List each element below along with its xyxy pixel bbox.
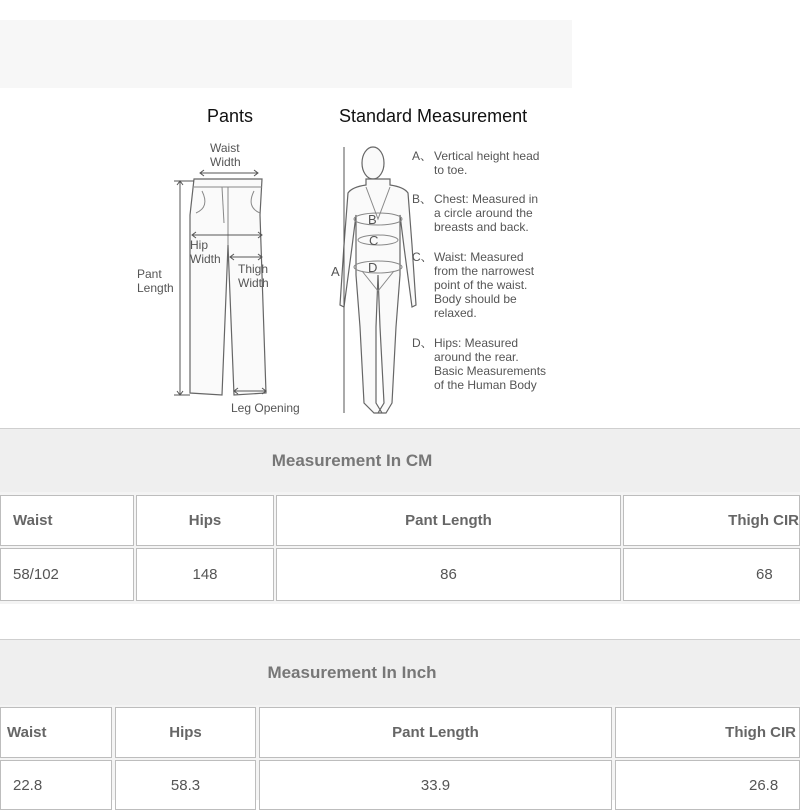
cm-header-thigh-cir-text: Thigh CIR [728, 512, 799, 529]
inch-value-hips: 58.3 [115, 760, 256, 810]
marker-c: C [369, 233, 379, 248]
note-c-line-3: point of the waist. [434, 278, 528, 292]
standard-measurement-title: Standard Measurement [339, 106, 528, 126]
note-d-key: D、 [412, 336, 433, 350]
cm-value-thigh-cir: 68 [623, 548, 800, 601]
pants-title: Pants [207, 106, 254, 126]
note-a-line-2: to toe. [434, 163, 468, 177]
note-c-line-5: relaxed. [434, 306, 477, 320]
note-d-line-2: around the rear. [434, 350, 519, 364]
note-c-key: C、 [412, 250, 433, 264]
note-c [412, 250, 535, 320]
size-guide-figure [130, 95, 570, 425]
note-d [412, 336, 546, 392]
waist-arrow [200, 170, 258, 176]
note-b [412, 192, 538, 234]
note-a-line-1: Vertical height head [434, 149, 540, 163]
pant-length-label-2: Length [137, 281, 174, 295]
cm-header-pant-length: Pant Length [276, 495, 621, 546]
thigh-width-label-2: Width [238, 276, 269, 290]
cm-header-thigh-cir [623, 495, 800, 546]
cm-value-waist: 58/102 [0, 548, 134, 601]
inch-header-waist: Waist [0, 707, 112, 758]
inch-value-thigh-cir: 26.8 [615, 760, 800, 810]
top-banner [0, 20, 572, 88]
cm-header-hips: Hips [136, 495, 274, 546]
inch-header-thigh-cir [615, 707, 800, 758]
human-body-figure [340, 147, 416, 413]
cm-header-waist: Waist [0, 495, 134, 546]
cm-value-hips: 148 [136, 548, 274, 601]
cm-table-title: Measurement In CM [271, 451, 433, 470]
waist-width-label-2: Width [210, 155, 241, 169]
note-b-line-3: breasts and back. [434, 220, 529, 234]
thigh-width-label-1: Thigh [238, 262, 269, 276]
marker-a: A [331, 264, 340, 279]
note-a [412, 149, 539, 177]
cm-value-pant-length: 86 [276, 548, 621, 601]
note-c-line-2: from the narrowest [434, 264, 535, 278]
marker-d: D [368, 260, 378, 275]
note-a-key: A、 [412, 149, 433, 163]
note-b-line-1: Chest: Measured in [434, 192, 539, 206]
hip-width-label-2: Width [190, 252, 221, 266]
note-d-line-3: Basic Measurements [434, 364, 547, 378]
inch-header-pant-length: Pant Length [259, 707, 612, 758]
inch-table-title: Measurement In Inch [267, 663, 437, 682]
waist-width-label-1: Waist [210, 141, 240, 155]
inch-header-hips: Hips [115, 707, 256, 758]
note-c-line-4: Body should be [434, 292, 517, 306]
hip-width-label-1: Hip [190, 238, 209, 252]
inch-value-pant-length: 33.9 [259, 760, 612, 810]
leg-opening-label: Leg Opening [231, 401, 300, 415]
inch-table-title-bar [0, 639, 800, 707]
note-d-line-4: of the Human Body [434, 378, 537, 392]
note-c-line-1: Waist: Measured [434, 250, 524, 264]
inch-value-waist: 22.8 [0, 760, 112, 810]
note-d-line-1: Hips: Measured [434, 336, 519, 350]
measurement-diagram [130, 95, 570, 425]
cm-table-title-bar [0, 428, 800, 494]
note-b-line-2: a circle around the [434, 206, 533, 220]
inch-header-thigh-cir-text: Thigh CIR [725, 724, 796, 741]
note-b-key: B、 [412, 192, 433, 206]
pant-length-label-1: Pant [137, 267, 162, 281]
marker-b: B [368, 212, 377, 227]
